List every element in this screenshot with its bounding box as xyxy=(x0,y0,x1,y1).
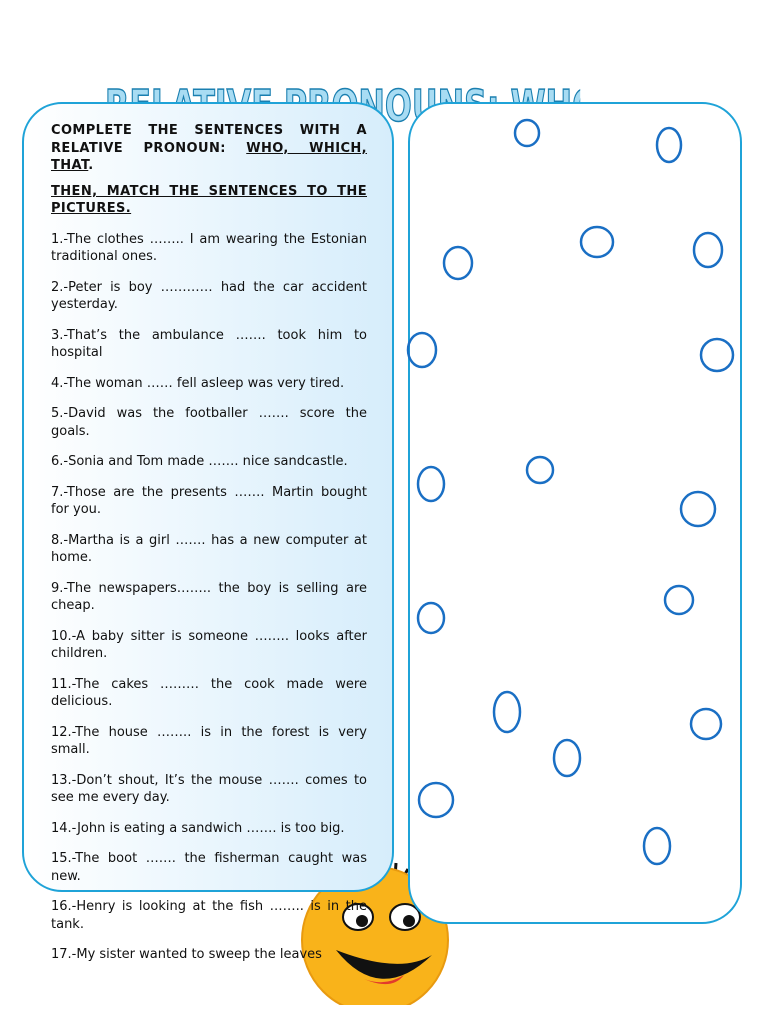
instruction-complete xyxy=(51,122,367,175)
sentence-item: 6.-Sonia and Tom made ……. nice sandcastle. xyxy=(51,454,348,469)
worksheet-text xyxy=(51,122,367,977)
sentence-item: 4.-The woman …… fell asleep was very tired. xyxy=(51,375,345,391)
sentence-item: 7.-Those are the presents ……. Martin bought for you. xyxy=(51,484,367,517)
instruction-match: THEN, MATCH THE SENTENCES TO THE PICTURES. xyxy=(51,183,367,216)
sentence-item: 14.-John is eating a sandwich ……. is too big. xyxy=(51,820,345,836)
sentence-item: 5.-David was the footballer ……. score the goals. xyxy=(51,406,367,439)
sentence-item: 13.-Don’t shout, It’s the mouse ……. comes to see me every day. xyxy=(51,772,367,805)
sentence-item: 16.-Henry is looking at the fish …….. is in the tank. xyxy=(51,899,367,932)
sentence-item: 17.-My sister wanted to sweep the leaves xyxy=(51,947,322,962)
instruction-options: WHO, WHICH, THAT xyxy=(51,140,367,173)
sentence-item: 2.-Peter is boy ………… had the car accident yesterday. xyxy=(51,279,367,312)
sentence-item: 12.-The house …….. is in the forest is very small. xyxy=(51,724,367,757)
sentence-item: 1.-The clothes …….. I am wearing the Estonian traditional ones. xyxy=(51,231,367,264)
sentence-item: 3.-That’s the ambulance ……. took him to hospital xyxy=(51,327,367,360)
sentence-item: 10.-A baby sitter is someone …….. looks after children. xyxy=(51,628,367,661)
sentence-item: 9.-The newspapers…….. the boy is selling are cheap. xyxy=(51,580,367,613)
sentence-list xyxy=(51,231,367,964)
instruction-prefix: COMPLETE THE SENTENCES WITH A RELATIVE PRONOUN: xyxy=(51,123,367,156)
instruction-suffix: . xyxy=(88,158,94,173)
pictures-panel xyxy=(408,102,742,924)
sentence-item: 11.-The cakes ……… the cook made were delicious. xyxy=(51,676,367,709)
worksheet-title: PRONOUNS: xyxy=(283,82,500,132)
sentence-item: 15.-The boot ……. the fisherman caught was new. xyxy=(51,851,367,884)
sentence-item: 8.-Martha is a girl ……. has a new computer at home. xyxy=(51,532,367,565)
